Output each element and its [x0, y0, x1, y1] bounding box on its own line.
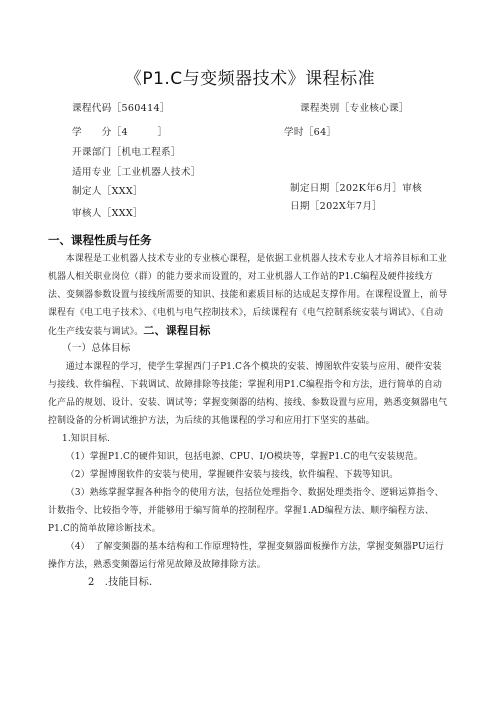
- date-review: 日期［202X年7月］: [290, 201, 383, 212]
- section2-body: [48, 340, 448, 592]
- overall-goal-text: 通过本课程的学习，使学生掌握西门子P1.C各个模块的安装、博图软件安装与应用、硬件安装与接线、软件编程、下载调试、故障排除等技能；掌握利用P1.C编程指令和方法，进行简单的自动化产品的规划、设计、安装、调试等；掌握变频器的结构、接线、参数设置与应用，熟悉变频器电气控制设备的分析调试维护方法，为后续的其他课程的学习和应用打下坚实的基础。: [48, 362, 448, 426]
- knowledge-heading: 1.知识目标.: [62, 434, 111, 444]
- skill-heading: 2 .技能目标.: [88, 577, 153, 588]
- course-type: 课程类别［专业核心课］: [300, 103, 409, 114]
- date-made: 制定日期［202K年6月］审核: [290, 183, 423, 194]
- knowledge-item-4: （4） 了解变频器的基本结构和工作原理特性，掌握变频器面板操作方法，掌握变频器PU运行操作方法，熟悉变频器运行常见故障及故障排除方法。: [48, 542, 444, 570]
- page-title: 《P1.C与变频器技术》课程标准: [124, 69, 376, 89]
- knowledge-item-1: （1）掌握P1.C的硬件知识，包括电源、CPU、I/O模块等，掌握P1.C的电气安装规范。: [65, 452, 424, 462]
- author: 制定人［XXX］: [72, 186, 143, 197]
- knowledge-item-2: （2）掌握博图软件的安装与使用，掌握硬件安装与接线，软件编程、下载等知识。: [65, 470, 399, 480]
- section1-body: [48, 250, 448, 341]
- knowledge-item-3: （3）熟练掌握掌握各种指令的使用方法，包括位处理指令、数据处理类指令、逻辑运算指令、计数指令、比较指令等，并能够用于编写简单的控制程序。掌握1.AD编程方法、顺序编程方法、P1.C的简单故障诊断技术。: [48, 488, 444, 534]
- hours: 学时［64］: [284, 127, 337, 138]
- course-code: 课程代码［560414］: [72, 103, 170, 114]
- section-heading-2: 二、课程目标: [143, 324, 211, 337]
- subheading-overall-goal: （一）总体目标: [62, 343, 131, 354]
- reviewer: 审核人［XXX］: [72, 208, 143, 219]
- course-nature-text: 本课程是工业机器人技术专业的专业核心课程，是依据工业机器人技术专业人才培养目标和工业机器人相关职业岗位（群）的能力要求而设置的，对工业机器人工作站的P1.C编程及硬件接线方法、变频器参数设置与接线所需要的知识、技能和素质目标的达成起支撑作用。在课程设置上，前导课程有《电工电子技术》、《电机与电气控制技术》，后续课程有《电气控制系统安装与调试》、《自动化生产线安装与调试》。: [48, 254, 448, 337]
- section-heading-1: 一、课程性质与任务: [48, 233, 152, 247]
- credit: 学 分［4 ］: [72, 127, 168, 138]
- department: 开课部门［机电工程系］: [72, 147, 181, 158]
- major: 适用专业［工业机器人技术］: [72, 167, 201, 178]
